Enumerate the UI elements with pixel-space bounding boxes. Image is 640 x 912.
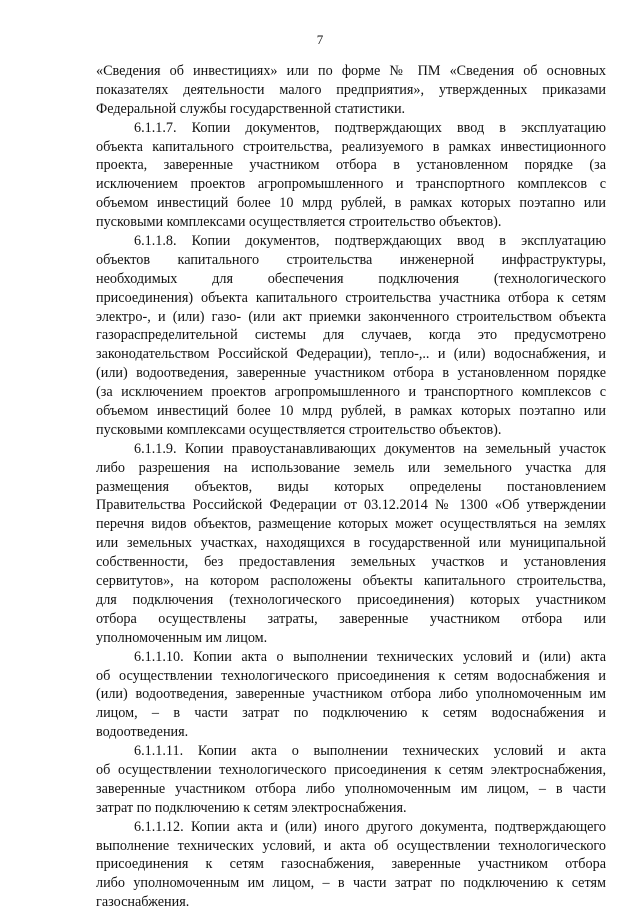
text-line: уполномоченным им лицом. [96, 629, 268, 646]
text-line: Правительства Российской Федерации от 03.12.2014 № 1300 «Об утверждении [96, 497, 606, 514]
paragraph-6-1-1-7 [96, 119, 606, 232]
text-line: 6.1.1.7. Копии документов, подтверждающих ввод в эксплуатацию [134, 119, 606, 136]
text-line: (или) водоотведения, заверенные участником отбора в установленном порядке [96, 365, 606, 382]
text-line: объемом инвестиций более 10 млрд рублей, в рамках которых поэтапно или [96, 403, 606, 420]
text-line: 6.1.1.12. Копии акта и (или) иного другого документа, подтверждающего [134, 818, 606, 835]
text-line: собственности, без предоставления земельных участков и установления [96, 554, 606, 571]
text-line: сервитутов», на котором расположены объекты капитального строительства, [96, 573, 606, 590]
text-line: для подключения (технологического присоединения) которых участником [96, 591, 606, 608]
text-line: 6.1.1.9. Копии правоустанавливающих документов на земельный участок [134, 440, 606, 457]
paragraph-6-1-1-8 [96, 232, 606, 440]
text-line: присоединения) объекта капитального строительства участника отбора к сетям [96, 289, 606, 306]
text-line: электро-, и (или) газо- (или акт приемки законченного строительством объекта [96, 308, 606, 325]
text-line: (за исключением проектов агропромышленного и транспортного комплексов с [96, 384, 606, 401]
text-line: показателях деятельности малого предприятия», утвержденных приказами [96, 81, 606, 98]
text-line: затрат по подключению к сетям электроснабжения. [96, 799, 407, 816]
text-line: исключением проектов агропромышленного и транспортного комплексов с [96, 176, 606, 193]
text-line: пусковыми комплексами осуществляется строительство объектов). [96, 214, 502, 231]
text-line: (или) водоотведения, заверенные участником отбора либо уполномоченным им [96, 686, 606, 703]
text-line: присоединения к сетям газоснабжения, заверенные участником отбора [96, 856, 606, 873]
text-line: законодательством Российской Федерации), тепло-,.. и (или) водоснабжения, и [96, 346, 606, 363]
document-body [96, 62, 606, 912]
text-line: 6.1.1.8. Копии документов, подтверждающих ввод в эксплуатацию [134, 233, 606, 250]
text-line: 6.1.1.10. Копии акта о выполнении технических условий и (или) акта [134, 648, 606, 665]
text-line: лицом, – в части затрат по подключению к сетям водоснабжения и [96, 705, 606, 722]
text-line: размещения объектов, виды которых определены постановлением [96, 478, 606, 495]
text-line: «Сведения об инвестициях» или по форме № ПМ «Сведения об основных [96, 63, 606, 79]
text-line: заверенные участником отбора либо уполномоченным им лицом, – в части [96, 780, 606, 797]
text-line: перечня видов объектов, размещение которых может осуществляться на землях [96, 516, 606, 533]
text-line: проекта, заверенные участником отбора в установленном порядке (за [96, 157, 606, 174]
paragraph-6-1-1-11 [96, 742, 606, 818]
text-line: необходимых для обеспечения подключения (технологического [96, 270, 606, 287]
paragraph-6-1-1-10 [96, 648, 606, 742]
text-line: пусковыми комплексами осуществляется строительство объектов). [96, 421, 502, 438]
text-line: 6.1.1.11. Копии акта о выполнении технических условий и акта [134, 743, 606, 760]
text-line: газораспределительной системы для случаев, когда это предусмотрено [96, 327, 606, 344]
text-line: об осуществлении технологического присоединения к сетям электроснабжения, [96, 761, 606, 778]
text-line: Федеральной службы государственной статистики. [96, 100, 406, 117]
page-number: 7 [316, 32, 324, 47]
text-line: или земельных участках, находящихся в государственной или муниципальной [96, 535, 606, 552]
paragraph-6-1-1-9 [96, 440, 606, 648]
text-line: отбора осуществлены затраты, заверенные участником отбора или [96, 610, 606, 627]
text-line: выполнение технических условий, и акта об осуществлении технологического [96, 837, 606, 854]
text-line: газоснабжения. [96, 894, 190, 911]
text-line: водоотведения. [96, 724, 189, 741]
text-line: объектов капитального строительства инженерной инфраструктуры, [96, 251, 606, 268]
text-line: либо разрешения на использование земель или земельного участка для [96, 459, 606, 476]
text-line: об осуществлении технологического присоединения к сетям водоснабжения и [96, 667, 606, 684]
text-line: объекта капитального строительства, реализуемого в рамках инвестиционного [96, 138, 606, 155]
text-line: объемом инвестиций более 10 млрд рублей, в рамках которых поэтапно или [96, 195, 606, 212]
text-line: либо уполномоченным им лицом, – в части затрат по подключению к сетям [96, 875, 606, 892]
paragraph-6-1-1-12 [96, 818, 606, 912]
paragraph-intro [96, 62, 606, 119]
